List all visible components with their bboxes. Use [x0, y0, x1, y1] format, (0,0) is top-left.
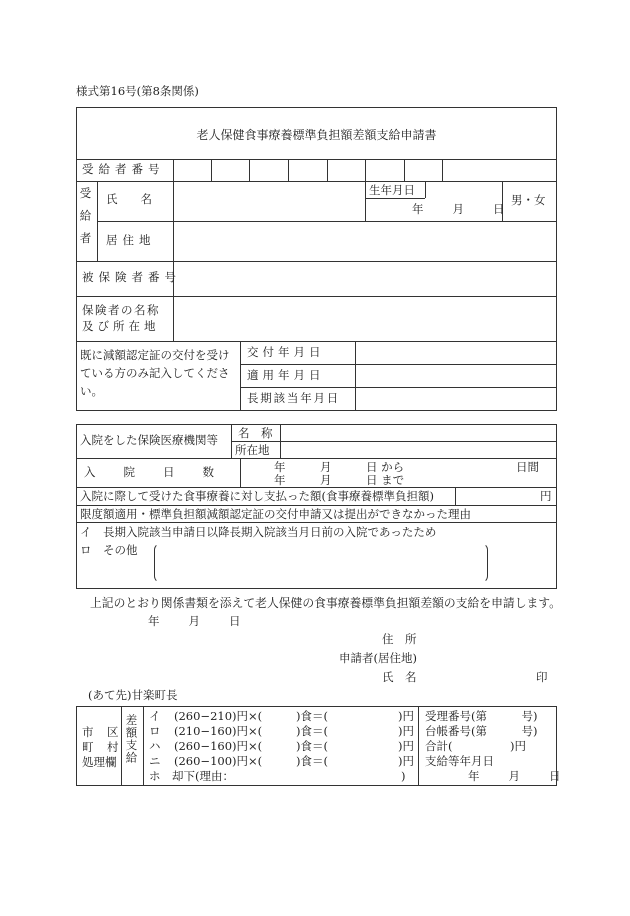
form-number: 様式第16号(第8条関係) — [76, 84, 199, 98]
addressee: (あて先)甘楽町長 — [88, 688, 178, 702]
reduction-note-3: い。 — [80, 384, 103, 398]
ledger-number-field[interactable]: 台帳番号(第 号) — [425, 724, 538, 738]
reduction-note-1: 既に減額認定証の交付を受け — [80, 348, 230, 362]
calc-row-mid: )食＝( — [296, 724, 328, 738]
municipal-label-3: 処理欄 — [82, 755, 117, 769]
application-date-field[interactable]: 年 月 日 — [148, 614, 243, 628]
calc-row-mid: )食＝( — [296, 709, 328, 723]
calc-row-end: )円 — [398, 724, 414, 738]
insured-number-field[interactable] — [174, 262, 556, 295]
hospital-name-label: 名 称 — [238, 426, 273, 440]
total-amount-field[interactable]: 合計( )円 — [425, 739, 526, 753]
paid-amount-field[interactable] — [456, 488, 536, 504]
calc-row-rate: (260−210)円×( — [174, 709, 263, 723]
name-field[interactable] — [174, 182, 364, 220]
calc-row-end: )円 — [398, 754, 414, 768]
address-field[interactable] — [174, 222, 556, 260]
insurer-label-2: 及び所在地 — [82, 319, 160, 333]
calc-row-mid: )食＝( — [296, 739, 328, 753]
hospital-location-label: 所在地 — [235, 443, 270, 457]
days-label: 入院日数 — [84, 465, 242, 479]
reason-option-i[interactable]: イ 長期入院該当申請日以降長期入院該当月日前の入院であったため — [80, 525, 437, 539]
seal-mark: 印 — [536, 670, 548, 684]
reject-label: ホ 却下(理由： — [149, 769, 234, 783]
address-label: 居住地 — [106, 233, 156, 247]
calc-row-end: )円 — [398, 739, 414, 753]
applicant-label: 申請者(居住地) — [339, 651, 417, 665]
hospital-location-field[interactable] — [281, 442, 556, 457]
issue-date-label: 交付年月日 — [247, 345, 325, 359]
calc-row-mark: ハ — [149, 739, 161, 753]
insurer-label-1: 保険者の名称 — [82, 303, 160, 317]
payment-date-label: 支給等年月日 — [425, 754, 494, 768]
issue-date-field[interactable] — [356, 342, 556, 363]
calc-row-rate: (260−100)円×( — [174, 754, 263, 768]
apply-date-label: 適用年月日 — [247, 368, 325, 382]
applicant-name-label: 氏 名 — [382, 670, 417, 684]
reason-option-ro[interactable]: ロ その他 — [80, 543, 138, 557]
applicant-address-label: 住 所 — [382, 632, 417, 646]
payment-date-field[interactable]: 年 月 日 — [468, 769, 563, 783]
birth-label: 生年月日 — [369, 183, 415, 197]
calc-row-mid: )食＝( — [296, 754, 328, 768]
long-term-date-field[interactable] — [356, 388, 556, 410]
apply-date-field[interactable] — [356, 365, 556, 386]
insured-number-label: 被保険者番号 — [82, 270, 181, 284]
difference-payment-label: 差額支給 — [124, 714, 139, 764]
form-title: 老人保健食事療養標準負担額差額支給申請書 — [196, 128, 437, 142]
hospital-name-field[interactable] — [281, 425, 556, 440]
calc-row-rate: (260−160)円×( — [174, 739, 263, 753]
reduction-note-2: ている方のみ記入してくださ — [80, 366, 230, 380]
long-term-date-label: 長期該当年月日 — [247, 391, 341, 405]
reason-label: 限度額適用・標準負担額減額認定証の交付申請又は提出ができなかった理由 — [80, 507, 471, 521]
days-to-field[interactable]: 年 月 日 まで — [274, 473, 405, 487]
calc-row-mark: ロ — [149, 724, 161, 738]
calc-row-mark: ニ — [149, 754, 161, 768]
calc-row-end: )円 — [398, 709, 414, 723]
paid-yen-unit: 円 — [540, 489, 552, 503]
receipt-number-field[interactable]: 受理番号(第 号) — [425, 709, 538, 723]
declaration-text: 上記のとおり関係書類を添えて老人保健の食事療養標準負担額差額の支給を申請します。 — [90, 596, 561, 610]
insurer-field[interactable] — [174, 297, 556, 340]
name-label: 氏 名 — [106, 192, 152, 206]
reject-reason-field[interactable] — [236, 768, 396, 784]
reject-close: ) — [401, 769, 406, 783]
municipal-label-1: 市 区 — [82, 725, 120, 739]
calc-row-mark: イ — [149, 709, 161, 723]
birth-date-field[interactable]: 年 月 日 — [412, 202, 507, 216]
gender-select[interactable]: 男・女 — [511, 193, 546, 207]
paid-amount-label: 入院に際して受けた食事療養に対し支払った額(食事療養標準負担額) — [80, 489, 434, 503]
recipient-number-label: 受給者番号 — [82, 162, 165, 176]
reason-other-field[interactable] — [154, 543, 488, 583]
municipal-label-2: 町 村 — [82, 740, 120, 754]
applicant-name-field[interactable] — [425, 668, 530, 684]
days-unit: 日間 — [516, 460, 539, 474]
days-from-field[interactable]: 年 月 日 から — [274, 460, 405, 474]
recipient-group-label: 受給者 — [78, 187, 93, 255]
calc-row-rate: (210−160)円×( — [174, 724, 263, 738]
hospital-label: 入院をした保険医療機関等 — [80, 433, 218, 447]
